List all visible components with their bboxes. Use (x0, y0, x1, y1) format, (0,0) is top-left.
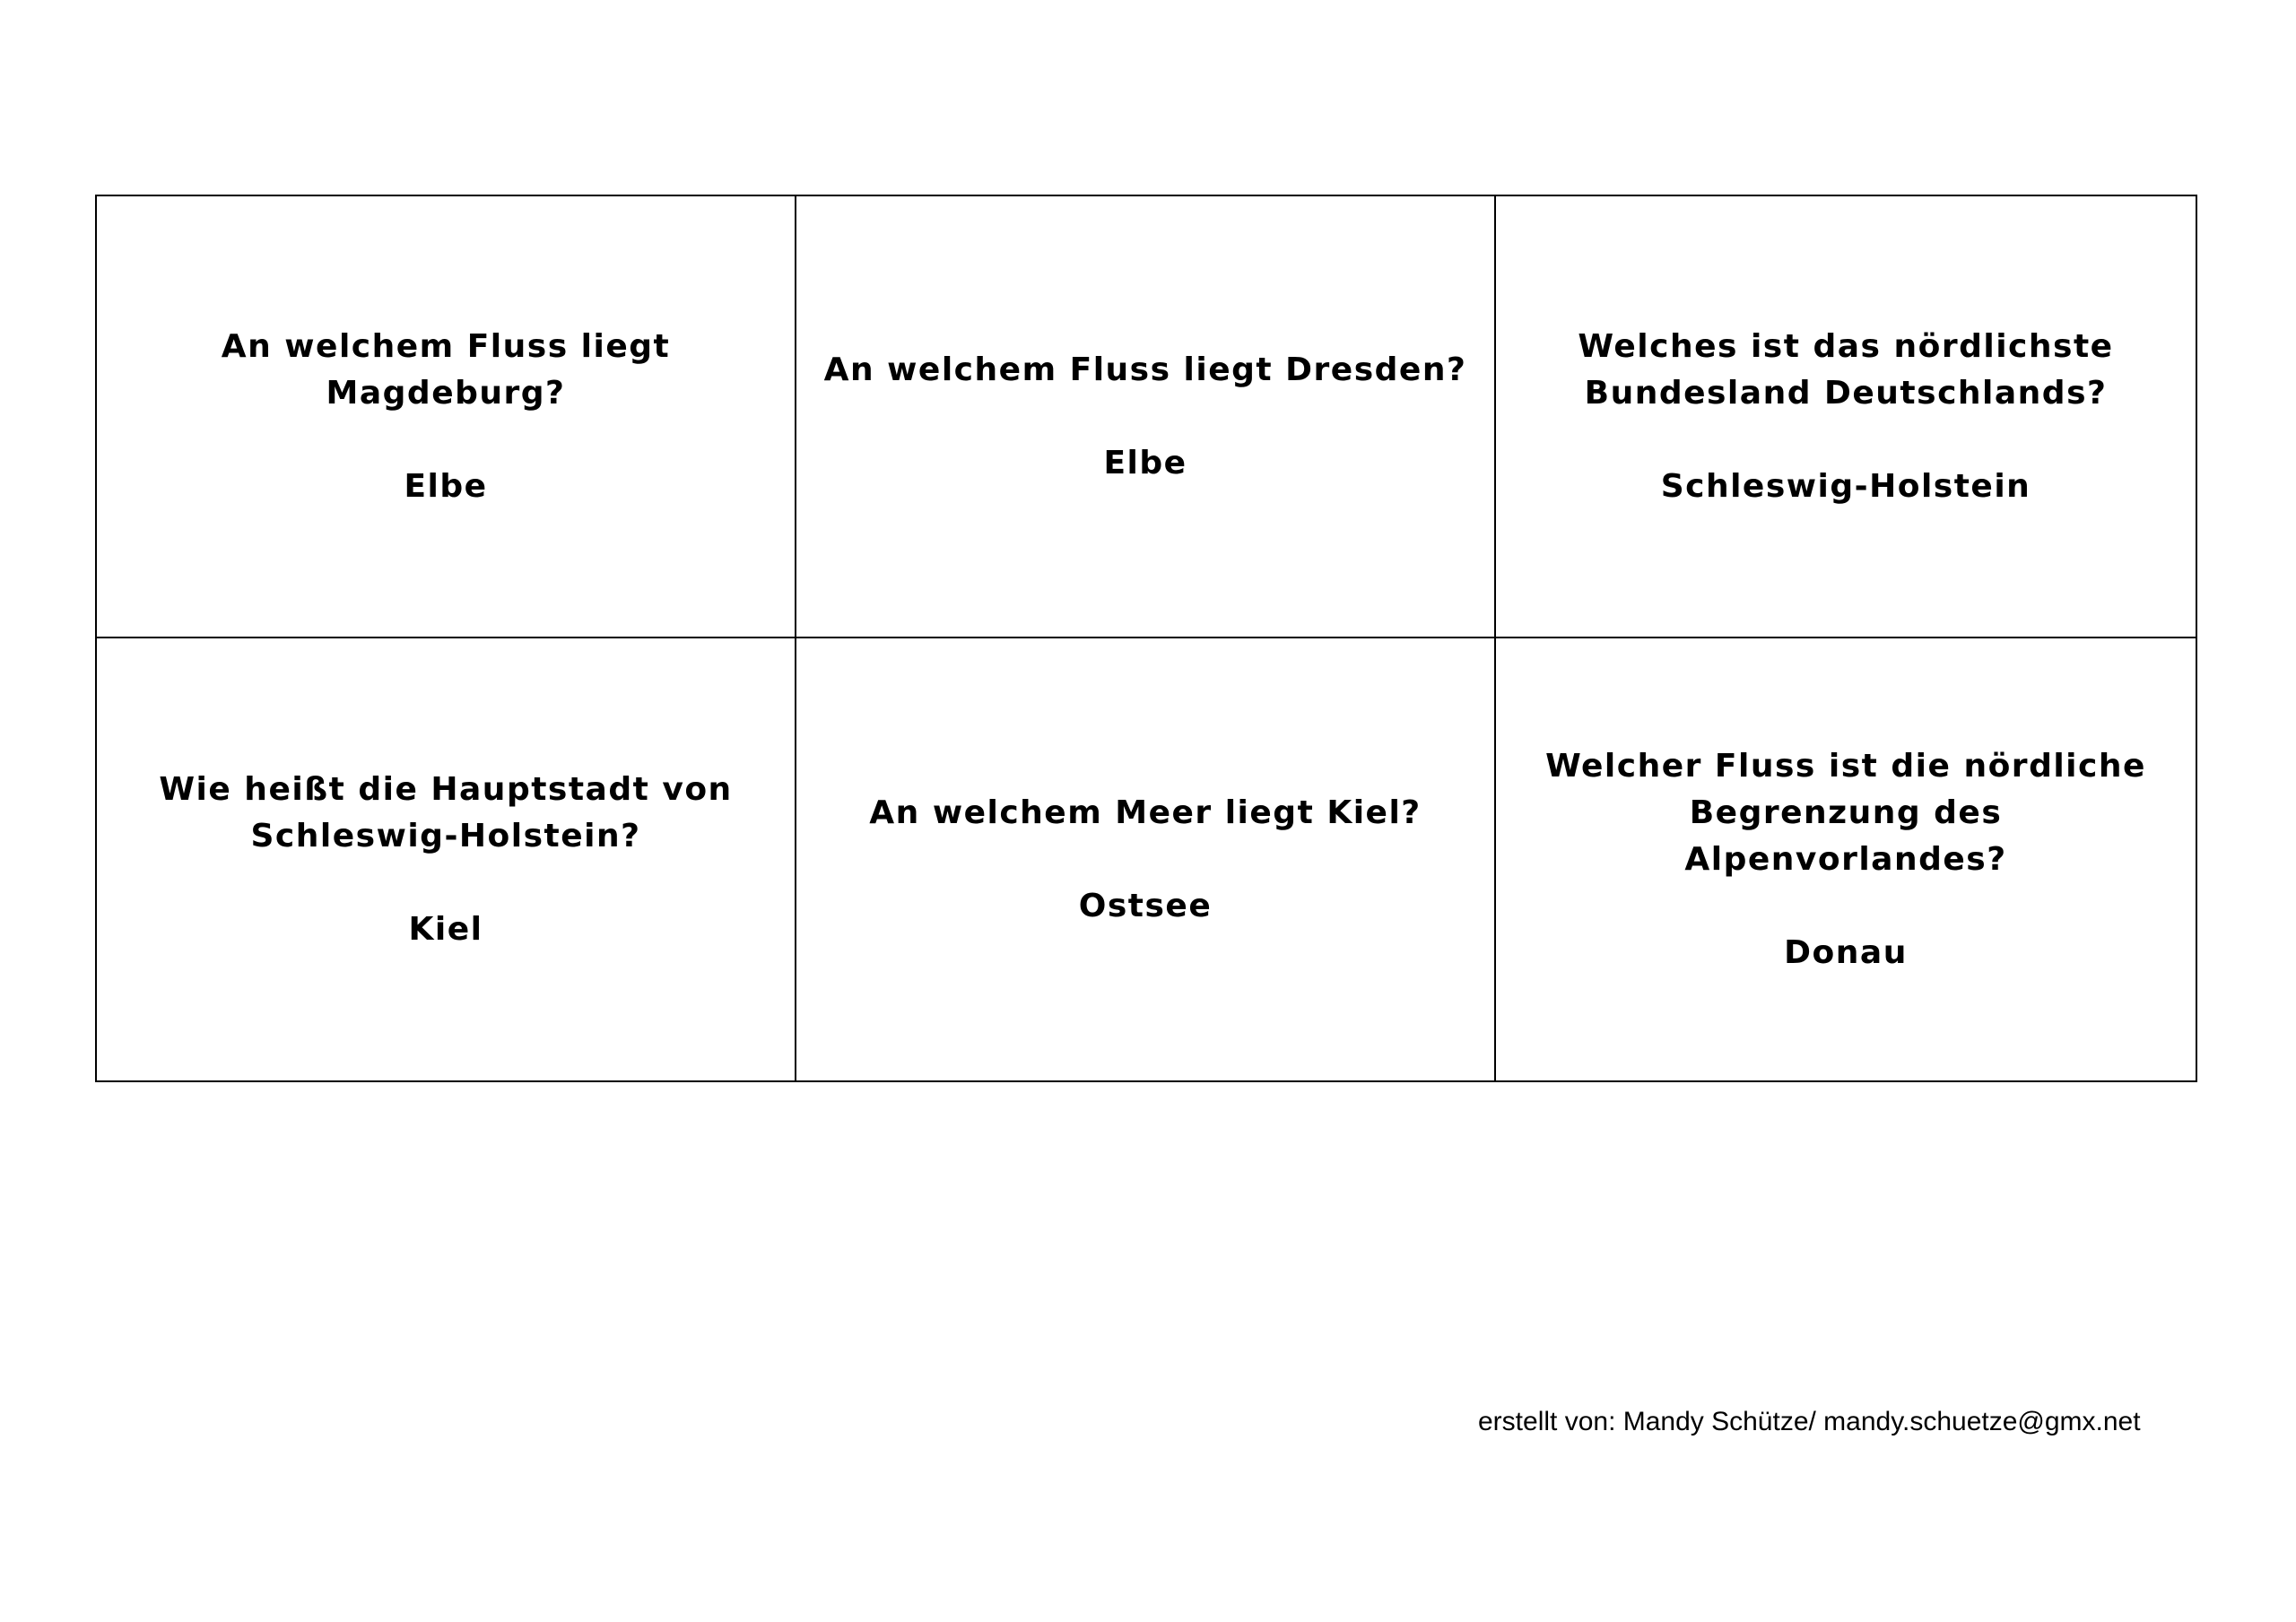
card-answer: Kiel (408, 910, 483, 948)
card-question: Welcher Fluss ist die nördliche Begrenzung des Alpenvorlandes? (1545, 747, 2146, 878)
card-answer: Ostsee (1078, 887, 1213, 924)
card-question: An welchem Fluss liegt Magdeburg? (221, 327, 671, 412)
quiz-card (97, 638, 796, 1080)
card-question: An welchem Fluss liegt Dresden? (823, 351, 1467, 388)
card-question: An welchem Meer liegt Kiel? (869, 794, 1422, 831)
card-answer: Elbe (1103, 444, 1187, 481)
card-answer: Schleswig-Holstein (1660, 467, 2031, 505)
card-answer: Donau (1784, 933, 1908, 971)
quiz-card (97, 196, 796, 638)
card-question: Wie heißt die Hauptstadt von Schleswig-Holstein? (159, 770, 733, 854)
quiz-card (796, 638, 1496, 1080)
card-answer: Elbe (404, 467, 488, 505)
quiz-card (1496, 638, 2196, 1080)
quiz-card (796, 196, 1496, 638)
quiz-card (1496, 196, 2196, 638)
card-question: Welches ist das nördlichste Bundesland Deutschlands? (1578, 327, 2114, 412)
author-credit: erstellt von: Mandy Schütze/ mandy.schuetze@gmx.net (1478, 1407, 2141, 1436)
quiz-card-grid (95, 195, 2197, 1082)
